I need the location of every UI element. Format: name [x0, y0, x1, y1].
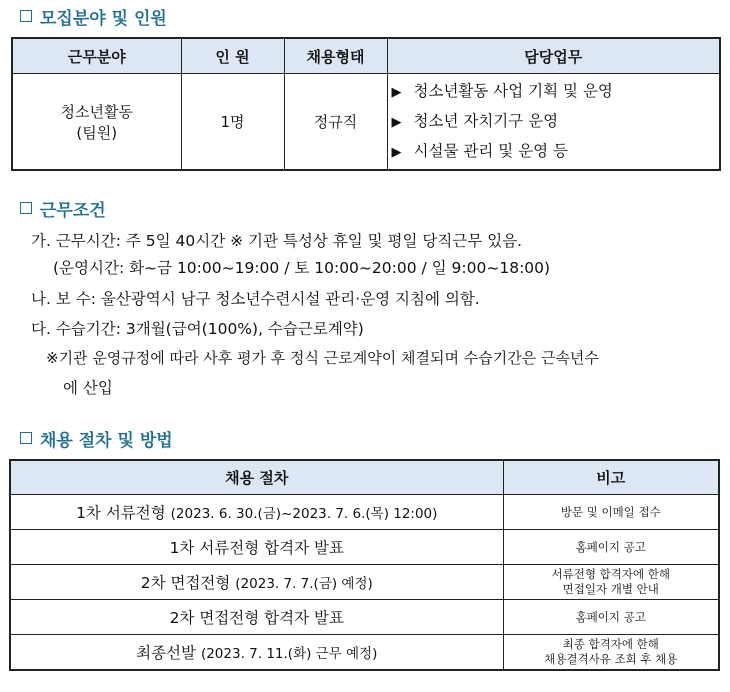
table-row	[10, 565, 719, 600]
section-heading-procedure	[20, 426, 173, 450]
step-date: (2023. 6. 30.(금)~2023. 7. 6.(목) 12:00)	[170, 506, 438, 522]
note-line: 서류전형 합격자에 한해	[551, 567, 670, 581]
condition-line: (운영시간: 화~금 10:00~19:00 / 토 10:00~20:00 / 일 9:00~18:00)	[53, 259, 551, 277]
note-cell	[503, 495, 719, 530]
table-header-row	[12, 38, 720, 74]
step-cell	[10, 600, 503, 635]
condition-line: 가. 근무시간: 주 5일 40시간 ※ 기관 특성상 휴일 및 평일 당직근무 있음.	[31, 232, 523, 250]
note-line: 홈페이지 공고	[575, 539, 646, 554]
step-cell	[10, 530, 503, 565]
triangle-bullet-icon: ▶	[391, 84, 402, 100]
step-cell	[10, 635, 503, 671]
duty-item	[392, 137, 720, 167]
step-date: (2023. 7. 7.(금) 예정)	[235, 576, 373, 592]
note-line: 홈페이지 공고	[575, 609, 646, 624]
table-header-row	[10, 460, 719, 495]
table-row	[10, 495, 719, 530]
section-title: 채용 절차 및 방법	[40, 430, 173, 451]
duty-text: 청소년활동 사업 기획 및 운영	[413, 81, 613, 100]
note-line: 최종 합격자에 한해	[562, 637, 659, 651]
header-duties: 담당업무	[387, 38, 720, 74]
type-cell: 정규직	[284, 74, 387, 171]
header-count: 인 원	[181, 38, 284, 74]
table-row	[10, 635, 719, 671]
table-row	[12, 74, 720, 171]
triangle-bullet-icon: ▶	[391, 114, 402, 130]
step-label: 1차 서류전형	[76, 504, 166, 522]
note-line: 채용결격사유 조회 후 채용	[544, 652, 678, 666]
duty-item	[392, 77, 720, 107]
step-label: 2차 면접전형 합격자 발표	[169, 609, 344, 627]
table-row	[10, 530, 719, 565]
note-cell	[503, 635, 719, 671]
note-cell	[503, 530, 719, 565]
header-remarks: 비고	[503, 460, 719, 495]
step-date: (2023. 7. 11.(화) 근무 예정)	[200, 646, 378, 662]
note-line: 면접일자 개별 안내	[562, 582, 659, 596]
recruitment-table	[11, 37, 721, 171]
field-cell	[12, 74, 181, 171]
step-cell	[10, 495, 503, 530]
duty-item	[392, 107, 720, 137]
step-cell	[10, 565, 503, 600]
condition-note: ※기관 운영규정에 따라 사후 평가 후 정식 근로계약이 체결되며 수습기간은 근속년수	[46, 349, 599, 367]
note-line: 방문 및 이메일 접수	[560, 504, 661, 519]
duties-cell	[387, 74, 720, 171]
checkbox-square-icon	[20, 432, 32, 444]
step-label: 2차 면접전형	[140, 574, 231, 592]
checkbox-square-icon	[20, 202, 32, 214]
condition-line: 다. 수습기간: 3개월(급여(100%), 수습근로계약)	[31, 320, 364, 338]
field-line: (팀원)	[76, 123, 118, 142]
header-type: 채용형태	[284, 38, 387, 74]
header-field: 근무분야	[12, 38, 181, 74]
section-title: 모집분야 및 인원	[40, 8, 167, 29]
field-line: 청소년활동	[60, 102, 133, 121]
step-label: 최종선발	[136, 644, 197, 662]
duty-text: 시설물 관리 및 운영 등	[413, 141, 568, 160]
step-label: 1차 서류전형 합격자 발표	[169, 539, 344, 557]
note-cell	[503, 600, 719, 635]
triangle-bullet-icon: ▶	[391, 144, 402, 160]
header-procedure: 채용 절차	[10, 460, 503, 495]
checkbox-square-icon	[20, 10, 32, 22]
duty-text: 청소년 자치기구 운영	[413, 111, 559, 130]
section-title: 근무조건	[40, 200, 106, 221]
count-cell: 1명	[181, 74, 284, 171]
section-heading-conditions	[20, 196, 106, 220]
procedure-table	[9, 459, 720, 671]
note-cell	[503, 565, 719, 600]
table-row	[10, 600, 719, 635]
section-heading-recruitment	[20, 4, 167, 28]
condition-line: 나. 보 수: 울산광역시 남구 청소년수련시설 관리·운영 지침에 의함.	[31, 290, 480, 308]
condition-note: 에 산입	[63, 379, 113, 397]
